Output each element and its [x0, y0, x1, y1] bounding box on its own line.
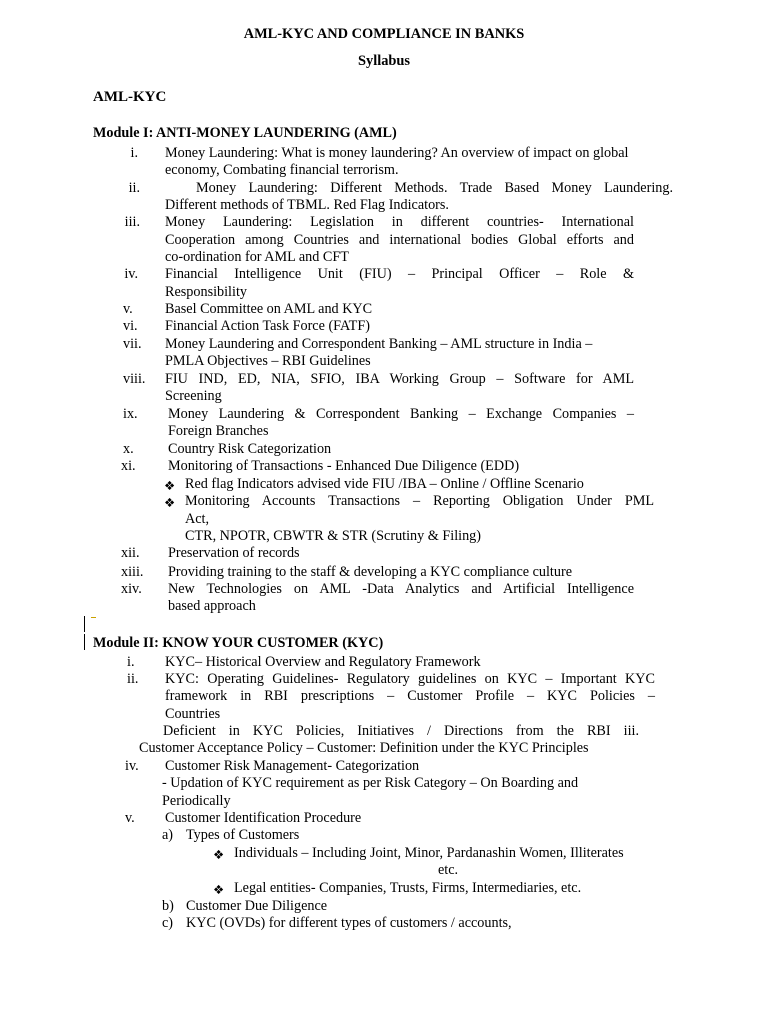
diamond-bullet-icon: ❖ — [213, 847, 225, 862]
bullet-text: CTR, NPOTR, CBWTR & STR (Scrutiny & Filing) — [185, 528, 481, 544]
bullet-text: Monitoring Accounts Transactions – Reporting Obligation Under PML — [185, 493, 654, 509]
item-text: Money Laundering & Correspondent Banking – Exchange Companies – — [168, 406, 634, 422]
item-number: iii. — [124, 214, 140, 230]
item-number: x. — [123, 441, 134, 457]
item-text: Money Laundering: Different Methods. Trade Based Money Laundering. — [196, 180, 673, 196]
item-text: Money Laundering and Correspondent Banking – AML structure in India – — [165, 336, 593, 352]
item-text: Deficient in KYC Policies, Initiatives / Directions from the RBI iii. — [163, 723, 639, 739]
item-text: Financial Intelligence Unit (FIU) – Principal Officer – Role & — [165, 266, 634, 282]
item-text: Providing training to the staff & developing a KYC compliance culture — [168, 564, 572, 580]
sub-item-label: b) — [162, 898, 174, 914]
item-number: ii. — [127, 671, 139, 687]
item-text: Preservation of records — [168, 545, 300, 561]
item-number: viii. — [123, 371, 146, 387]
item-number: v. — [123, 301, 133, 317]
item-text: Money Laundering: What is money laundering? An overview of impact on global — [165, 145, 629, 161]
module-1-heading: Module I: ANTI-MONEY LAUNDERING (AML) — [93, 125, 397, 141]
bullet-text: Individuals – Including Joint, Minor, Pardanashin Women, Illiterates — [234, 845, 624, 861]
item-number: ix. — [123, 406, 138, 422]
item-text: New Technologies on AML -Data Analytics and Artificial Intelligence — [168, 581, 634, 597]
item-number: vii. — [123, 336, 142, 352]
change-bar — [84, 634, 85, 650]
revision-dash — [91, 617, 96, 618]
diamond-bullet-icon: ❖ — [164, 478, 176, 493]
item-text: Cooperation among Countries and international bodies Global efforts and — [165, 232, 634, 248]
item-text: Customer Risk Management- Categorization — [165, 758, 420, 774]
bullet-text: Legal entities- Companies, Trusts, Firms, Intermediaries, etc. — [234, 880, 582, 896]
item-text: Monitoring of Transactions - Enhanced Due Diligence (EDD) — [168, 458, 520, 474]
sub-item-text: KYC (OVDs) for different types of customers / accounts, — [186, 915, 512, 931]
item-text: KYC: Operating Guidelines- Regulatory guidelines on KYC – Important KYC — [165, 671, 655, 687]
item-text: Screening — [165, 388, 222, 404]
item-text: economy, Combating financial terrorism. — [165, 162, 399, 178]
sub-item-text: Types of Customers — [186, 827, 300, 843]
item-text: FIU IND, ED, NIA, SFIO, IBA Working Group – Software for AML — [165, 371, 634, 387]
item-text: Basel Committee on AML and KYC — [165, 301, 373, 317]
item-text: co-ordination for AML and CFT — [165, 249, 349, 265]
bullet-text: Red flag Indicators advised vide FIU /IBA – Online / Offline Scenario — [185, 476, 584, 492]
item-number: xii. — [121, 545, 140, 561]
item-number: v. — [125, 810, 135, 826]
bullet-text: etc. — [438, 862, 459, 878]
item-number: i. — [130, 145, 138, 161]
sub-item-text: Customer Due Diligence — [186, 898, 328, 914]
item-text: framework in RBI prescriptions – Customer Profile – KYC Policies – — [165, 688, 655, 704]
diamond-bullet-icon: ❖ — [213, 882, 225, 897]
item-number: xi. — [121, 458, 136, 474]
section-heading: AML-KYC — [93, 89, 167, 105]
item-text: PMLA Objectives – RBI Guidelines — [165, 353, 371, 369]
sub-item-label: c) — [162, 915, 174, 931]
item-number: iv. — [124, 266, 138, 282]
item-text: Country Risk Categorization — [168, 441, 332, 457]
item-number: xiv. — [121, 581, 142, 597]
item-text: Different methods of TBML. Red Flag Indicators. — [165, 197, 449, 213]
item-text: Responsibility — [165, 284, 247, 300]
item-text: based approach — [168, 598, 256, 614]
item-text: - Updation of KYC requirement as per Risk Category – On Boarding and — [162, 775, 579, 791]
item-number: xiii. — [121, 564, 144, 580]
item-number: vi. — [123, 318, 138, 334]
item-text: Foreign Branches — [168, 423, 269, 439]
item-number: i. — [127, 654, 135, 670]
bullet-text: Act, — [185, 511, 210, 527]
item-text: Customer Identification Procedure — [165, 810, 362, 826]
item-text: Customer Acceptance Policy – Customer: Definition under the KYC Principles — [139, 740, 589, 756]
module-2-heading: Module II: KNOW YOUR CUSTOMER (KYC) — [93, 635, 384, 651]
item-text: Countries — [165, 706, 221, 722]
diamond-bullet-icon: ❖ — [164, 495, 176, 510]
sub-item-label: a) — [162, 827, 174, 843]
item-number: ii. — [128, 180, 140, 196]
document-subtitle: Syllabus — [358, 53, 410, 69]
item-text: KYC– Historical Overview and Regulatory Framework — [165, 654, 481, 670]
item-number: iv. — [125, 758, 139, 774]
item-text: Money Laundering: Legislation in different countries- International — [165, 214, 634, 230]
item-text: Periodically — [162, 793, 231, 809]
item-text: Financial Action Task Force (FATF) — [165, 318, 370, 334]
document-title: AML-KYC AND COMPLIANCE IN BANKS — [243, 26, 525, 42]
change-bar — [84, 616, 85, 632]
